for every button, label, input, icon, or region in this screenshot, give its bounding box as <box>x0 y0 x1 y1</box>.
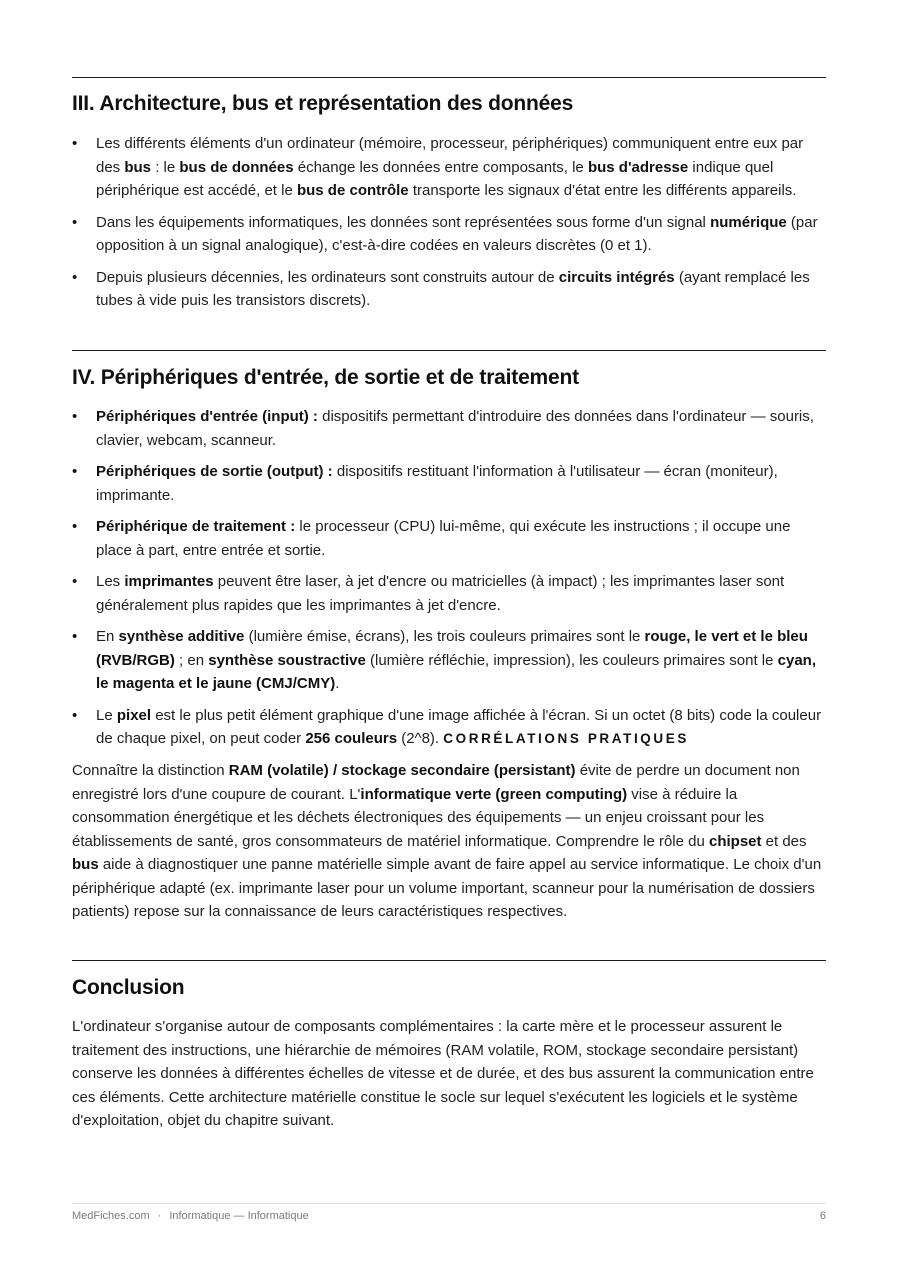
bold-term: imprimantes <box>124 573 214 590</box>
text-run: est le plus petit élément graphique d'une image affichée à l'écran. Si un octet (8 bits) code la couleur de chaque pixel, on peut coder <box>96 706 822 747</box>
footer-separator: · <box>157 1210 162 1222</box>
list-item <box>72 570 826 617</box>
text-run: (2^8). <box>397 730 444 747</box>
architecture-list <box>72 132 826 313</box>
text-run: et des <box>761 832 807 850</box>
text-run: peuvent être laser, à jet d'encre ou matricielles (à impact) ; les imprimantes laser sont généralement plus rapides que les imprimantes à jet d'encre. <box>96 573 785 614</box>
text-run: évite de perdre un document non enregistré lors d'une coupure de courant. L' <box>72 762 800 803</box>
footer-divider <box>72 1203 826 1204</box>
text-run: : le <box>151 158 180 176</box>
text-run: (lumière émise, écrans), les trois couleurs primaires sont le <box>244 628 645 645</box>
text-run: Dans les équipements informatiques, les données sont représentées sous forme d'un signal <box>96 213 711 231</box>
page-number: 6 <box>819 1210 826 1222</box>
list-item <box>72 460 826 507</box>
text-run: En <box>96 628 119 645</box>
bold-term: numérique <box>710 213 787 231</box>
text-run: Les différents éléments d'un ordinateur (mémoire, processeur, périphériques) communiquent entre eux par des <box>96 135 804 176</box>
bold-term: RAM (volatile) / stockage secondaire (persistant) <box>228 762 576 779</box>
text-run: Le <box>96 706 117 724</box>
text-run: dispositifs permettant d'introduire des données dans l'ordinateur — souris, clavier, webcam, scanneur. <box>96 408 814 449</box>
bold-term: bus de données <box>179 158 294 176</box>
list-item <box>72 211 826 258</box>
section-divider <box>72 350 826 351</box>
bold-term: bus d'adresse <box>587 158 689 176</box>
text-run: Les <box>96 573 125 590</box>
text-run: Depuis plusieurs décennies, les ordinateurs sont construits autour de <box>96 268 559 286</box>
bold-term: cyan, le magenta et le jaune (CMJ/CMY) <box>96 651 816 692</box>
list-item <box>72 266 826 313</box>
list-item <box>72 625 826 696</box>
bold-term: chipset <box>708 832 762 850</box>
bold-term: Périphériques d'entrée (input) : <box>96 408 318 425</box>
text-run: transporte les signaux d'état entre les différents appareils. <box>408 182 797 199</box>
bold-term: circuits intégrés <box>558 268 675 286</box>
text-run: (ayant remplacé les tubes à vide puis les transistors discrets). <box>96 268 810 309</box>
bold-term: synthèse additive <box>118 628 245 645</box>
bold-term: bus de contrôle <box>296 182 409 199</box>
bold-term: pixel <box>116 706 152 724</box>
bold-term: Périphériques de sortie (output) : <box>96 463 333 480</box>
list-item <box>72 515 826 562</box>
practical-correlations-paragraph <box>72 759 826 924</box>
section-title-conclusion: Conclusion <box>72 976 185 999</box>
section-title-peripheriques: IV. Périphériques d'entrée, de sortie et de traitement <box>72 366 579 389</box>
text-run: . <box>335 675 340 692</box>
bold-term: Périphérique de traitement : <box>96 518 296 535</box>
text-run: (par opposition à un signal analogique), c'est-à-dire codées en valeurs discrètes (0 et 1). <box>96 213 818 254</box>
text-run: aide à diagnostiquer une panne matérielle simple avant de faire appel au service informatique. Le choix d'un périphérique adapté (ex. imprimante laser pour un volume important, scanneur pour la numérisation de dossiers patients) repose sur la connaissance de leurs caractéristiques respectives. <box>72 856 822 920</box>
bold-term: synthèse soustractive <box>208 651 366 669</box>
bold-term: bus <box>124 158 152 176</box>
text-run: le processeur (CPU) lui-même, qui exécute les instructions ; il occupe une place à part, entre entrée et sortie. <box>96 518 791 559</box>
section-label: CORRÉLATIONS PRATIQUES <box>443 731 689 746</box>
list-item <box>72 405 826 452</box>
text-run: échange les données entre composants, le <box>293 158 588 176</box>
bold-term: 256 couleurs <box>305 730 398 747</box>
section-title-architecture: III. Architecture, bus et représentation des données <box>72 92 574 115</box>
text-run: indique quel périphérique est accédé, et le <box>96 158 774 199</box>
bold-term: bus <box>72 856 99 873</box>
conclusion-paragraph: L'ordinateur s'organise autour de composants complémentaires : la carte mère et le processeur assurent le traitement des instructions, une hiérarchie de mémoires (RAM volatile, ROM, stockage secondaire persistant) conserve les données à différentes échelles de vitesse et de durée, et des bus assurent la communication entre ces éléments. Cette architecture matérielle constitue le socle sur lequel s'exécutent les logiciels et le système d'exploitation, objet du chapitre suivant. <box>72 1018 814 1129</box>
list-item <box>72 132 826 203</box>
text-run: vise à réduire la consommation énergétique et les déchets électroniques des équipements — un enjeu croissant pour les établissements de santé, gros consommateurs de matériel informatique. Comprendre le rôle du <box>72 785 765 850</box>
text-run: dispositifs restituant l'information à l'utilisateur — écran (moniteur), imprimante. <box>96 463 778 504</box>
page-footer <box>72 1210 826 1222</box>
text-run: (lumière réfléchie, impression), les couleurs primaires sont le <box>365 651 778 669</box>
section-divider <box>72 77 826 78</box>
footer-category: Informatique — Informatique <box>169 1210 309 1222</box>
text-run: Connaître la distinction <box>72 762 229 779</box>
bold-term: informatique verte (green computing) <box>360 785 628 803</box>
peripheriques-list <box>72 405 826 751</box>
text-run: ; en <box>174 651 209 669</box>
section-divider <box>72 960 826 961</box>
bold-term: rouge, le vert et le bleu (RVB/RGB) <box>96 628 808 669</box>
list-item <box>72 704 826 751</box>
footer-site: MedFiches.com <box>72 1210 150 1222</box>
